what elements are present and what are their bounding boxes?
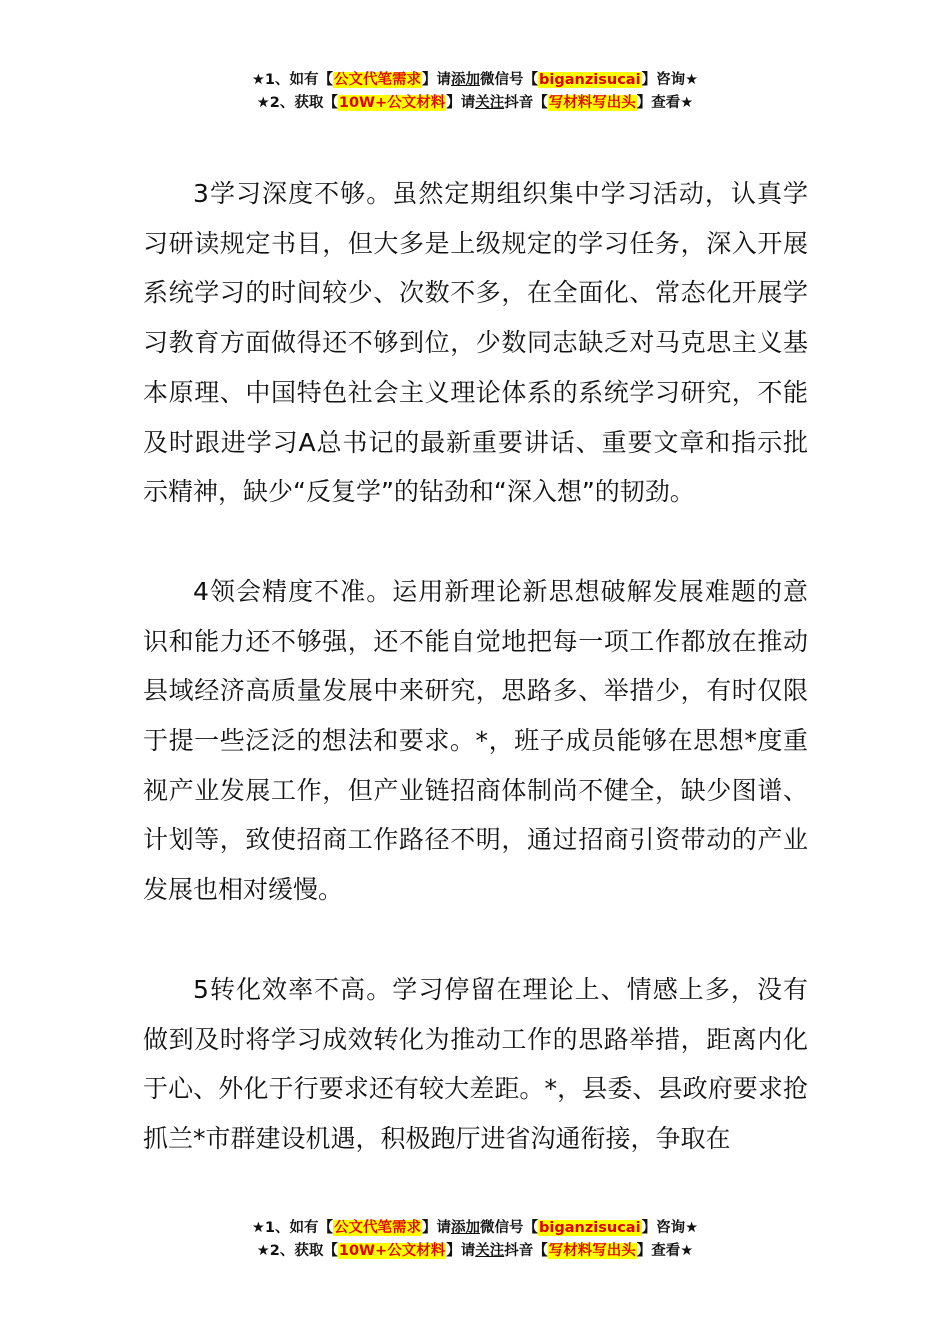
banner-line-2: ★2、获取【10W+公文材料】请关注抖音【写材料写出头】查看★ bbox=[256, 1243, 694, 1259]
document-body bbox=[143, 169, 808, 1214]
highlight-wechat-id: biganzisucai bbox=[539, 1220, 641, 1236]
highlight-douyin-account: 写材料写出头 bbox=[548, 1243, 636, 1259]
header-banner bbox=[0, 69, 950, 115]
paragraph-understanding-accuracy: 4领会精度不准。运用新理论新思想破解发展难题的意识和能力还不够强，还不能自觉地把每一项工作都放在推动县域经济高质量发展中来研究，思路多、举措少，有时仅限于提一些泛泛的想法和要求。*，班子成员能够在思想*度重视产业发展工作，但产业链招商体制尚不健全，缺少图谱、计划等，致使招商工作路径不明，通过招商引资带动的产业发展也相对缓慢。 bbox=[143, 576, 808, 905]
highlight-ghostwriting: 公文代笔需求 bbox=[334, 1220, 422, 1236]
highlight-ghostwriting: 公文代笔需求 bbox=[334, 72, 422, 88]
highlight-wechat-id: biganzisucai bbox=[539, 72, 641, 88]
paragraph-study-depth: 3学习深度不够。虽然定期组织集中学习活动，认真学习研读规定书目，但大多是上级规定的学习任务，深入开展系统学习的时间较少、次数不多，在全面化、常态化开展学习教育方面做得还不够到位，少数同志缺乏对马克思主义基本原理、中国特色社会主义理论体系的系统学习研究，不能及时跟进学习A总书记的最新重要讲话、重要文章和指示批示精神，缺少“反复学”的钻劲和“深入想”的韧劲。 bbox=[143, 179, 808, 507]
footer-banner bbox=[0, 1217, 950, 1263]
paragraph-conversion-efficiency: 5转化效率不高。学习停留在理论上、情感上多，没有做到及时将学习成效转化为推动工作的思路举措，距离内化于心、外化于行要求还有较大差距。*，县委、县政府要求抢抓兰*市群建设机遇，积极跑厅进省沟通衔接，争取在 bbox=[143, 974, 808, 1153]
highlight-douyin-account: 写材料写出头 bbox=[548, 95, 636, 111]
banner-line-1: ★1、如有【公文代笔需求】请添加微信号【biganzisucai】咨询★ bbox=[251, 72, 699, 88]
banner-line-1: ★1、如有【公文代笔需求】请添加微信号【biganzisucai】咨询★ bbox=[251, 1220, 699, 1236]
banner-line-2: ★2、获取【10W+公文材料】请关注抖音【写材料写出头】查看★ bbox=[256, 95, 694, 111]
highlight-materials: 10W+公文材料 bbox=[338, 95, 446, 111]
highlight-materials: 10W+公文材料 bbox=[338, 1243, 446, 1259]
